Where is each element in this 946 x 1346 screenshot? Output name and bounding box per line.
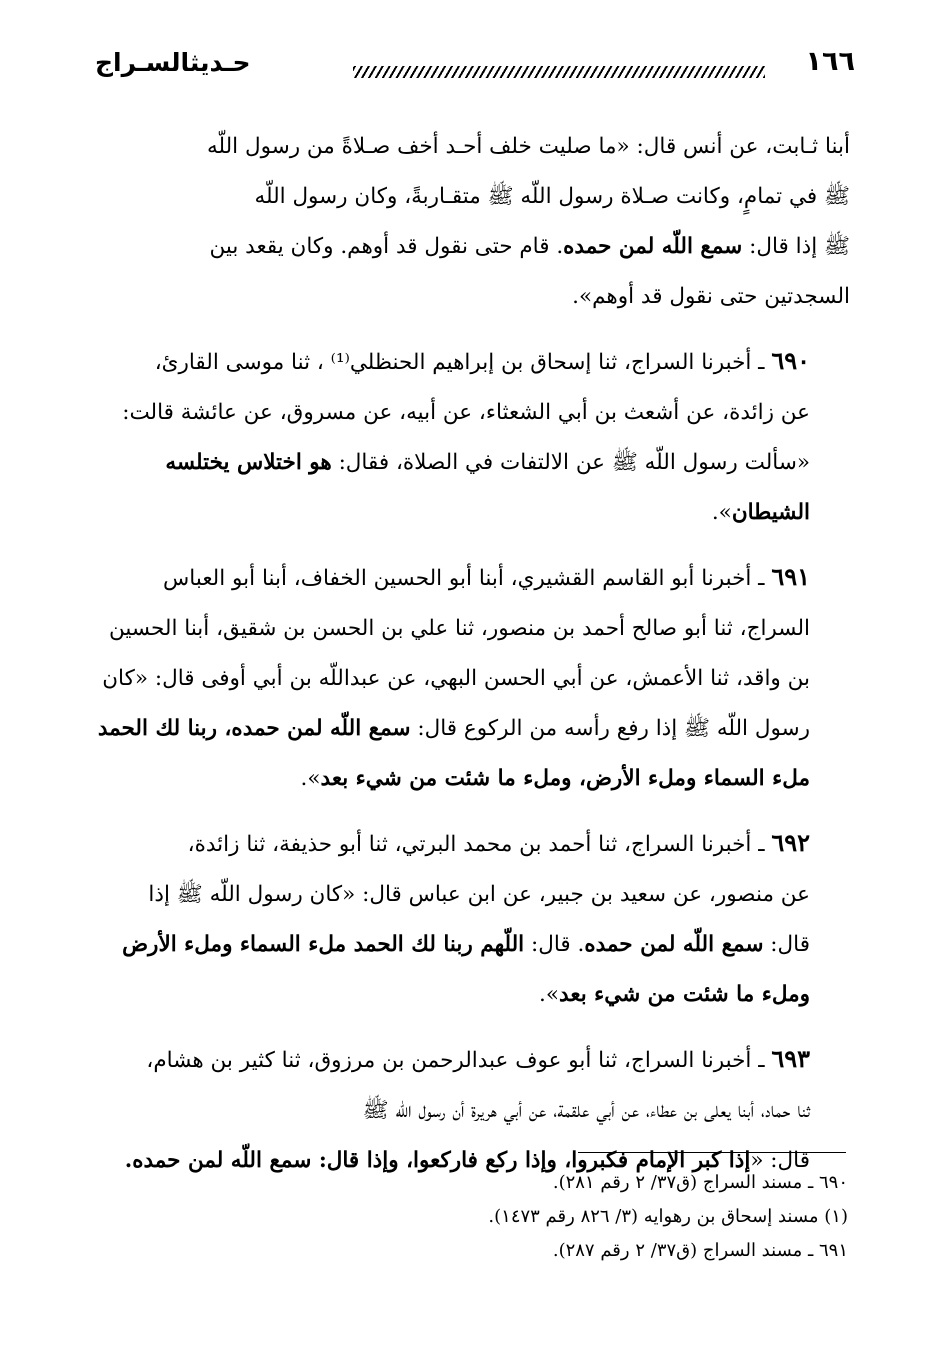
text-run: ـ أخبرنا السراج، ثنا أحمد بن محمد البرتي، ثنا أبو حذيفة، ثنا زائدة، — [187, 832, 772, 857]
text-line — [90, 920, 850, 970]
text-line — [90, 552, 850, 604]
text-run: ﷺ إذا قال: — [742, 234, 850, 259]
text-line — [90, 818, 850, 870]
text-line: بن واقد، ثنا الأعمش، عن أبي الحسن البهي، عن عبداللّه بن أبي أوفى قال: «كان — [102, 666, 810, 691]
text-line — [90, 704, 850, 754]
text-run: ». — [711, 500, 732, 525]
text-run: «سألت رسول اللّه ﷺ عن الالتفات في الصلاة، فقال: — [331, 450, 810, 475]
text-run: ـ أخبرنا أبو القاسم القشيري، أبنا أبو الحسين الخفاف، أبنا أبو العباس — [163, 566, 772, 591]
footnote-690: ٦٩٠ ـ مسند السراج (ق٣٧/ ٢ رقم ٢٨١). — [552, 1172, 848, 1193]
footnotes — [400, 1166, 848, 1268]
text-line — [90, 488, 850, 538]
text-run: ». — [300, 766, 321, 791]
text-run: ـ أخبرنا السراج، ثنا إسحاق بن إبراهيم الحنظلي⁽¹⁾ ، ثنا موسى القارئ، — [154, 350, 772, 375]
hadith-quote-bold: الشيطان — [731, 500, 810, 525]
page-header — [85, 44, 855, 88]
hadith-quote-bold: هو اختلاس يختلسه — [165, 450, 332, 475]
hadith-number: ٦٩٢ — [771, 828, 810, 857]
text-run: رسول اللّه ﷺ إذا رفع رأسه من الركوع قال: — [410, 716, 810, 741]
hadith-693 — [90, 1034, 850, 1186]
text-run: قال: « — [750, 1148, 810, 1173]
header-ornament-rule — [353, 66, 765, 78]
hadith-number: ٦٩١ — [771, 562, 810, 591]
footnote-691: ٦٩١ ـ مسند السراج (ق٣٧/ ٢ رقم ٢٨٧). — [552, 1240, 848, 1261]
hadith-quote-bold: سمع اللّه لمن حمده — [563, 234, 743, 259]
text-line — [90, 754, 850, 804]
text-line: عن زائدة، عن أشعث بن أبي الشعثاء، عن أبيه، عن مسروق، عن عائشة قالت: — [122, 400, 810, 425]
text-run: قال: — [763, 932, 810, 957]
paragraph-continuation — [90, 122, 850, 322]
text-line: أبنا ثـابت، عن أنس قال: «ما صليت خلف أحـد أخف صـلاةً من رسول اللّه — [206, 134, 850, 159]
hadith-number: ٦٩٣ — [771, 1044, 810, 1073]
hadith-quote-bold: اللّهم ربنا لك الحمد ملء السماء وملء الأرض — [122, 932, 525, 957]
hadith-quote-bold: وملء ما شئت من شيء بعد — [559, 982, 810, 1007]
text-line: عن منصور، عن سعيد بن جبير، عن ابن عباس قال: «كان رسول اللّه ﷺ إذا — [148, 882, 810, 907]
text-line: السراج، ثنا أبو صالح أحمد بن منصور، ثنا علي بن الحسن بن شقيق، أبنا الحسين — [109, 616, 810, 641]
hadith-quote-bold: سمع اللّه لمن حمده — [584, 932, 764, 957]
hadith-number: ٦٩٠ — [771, 346, 810, 375]
hadith-quote-bold: إذا كبر الإمام فكبروا، وإذا ركع فاركعوا، وإذا قال: سمع اللّه لمن حمده. — [124, 1148, 751, 1173]
hadith-690 — [90, 336, 850, 538]
text-run: . قال: — [524, 932, 585, 957]
running-title: حـديثالسـراج — [95, 48, 251, 77]
footnote-1: (١) مسند إسحاق بن رهوايه (٣/ ٨٢٦ رقم ١٤٧٣). — [488, 1206, 848, 1227]
footnote-separator — [578, 1152, 846, 1153]
hadith-quote-bold: ملء السماء وملء الأرض، وملء ما شئت من شيء بعد — [320, 766, 810, 791]
hadith-quote-bold: سمع اللّه لمن حمده، ربنا لك الحمد — [97, 716, 411, 741]
text-line: السجدتين حتى نقول قد أوهم». — [572, 284, 850, 309]
text-line — [90, 222, 850, 272]
text-line — [90, 1034, 850, 1086]
text-run: ». — [539, 982, 560, 1007]
text-run: . قام حتى نقول قد أوهم. وكان يقعد بين — [209, 234, 564, 259]
text-run: ـ أخبرنا السراج، ثنا أبو عوف عبدالرحمن بن مرزوق، ثنا كثير بن هشام، — [146, 1048, 772, 1073]
hadith-692 — [90, 818, 850, 1020]
text-line: ثنا حماد، أبنا يعلى بن عطاء، عن أبي علقمة، عن أبي هريرة أن رسول اللّه ﷺ — [362, 1098, 810, 1123]
text-line: ﷺ في تمامٍ، وكانت صـلاة رسول اللّه ﷺ متقـاربةً، وكان رسول اللّه — [254, 184, 850, 209]
hadith-691 — [90, 552, 850, 804]
text-line — [90, 438, 850, 488]
body-text — [90, 122, 850, 1200]
text-line — [90, 336, 850, 388]
text-line — [90, 970, 850, 1020]
page-number: ١٦٦ — [805, 46, 855, 77]
